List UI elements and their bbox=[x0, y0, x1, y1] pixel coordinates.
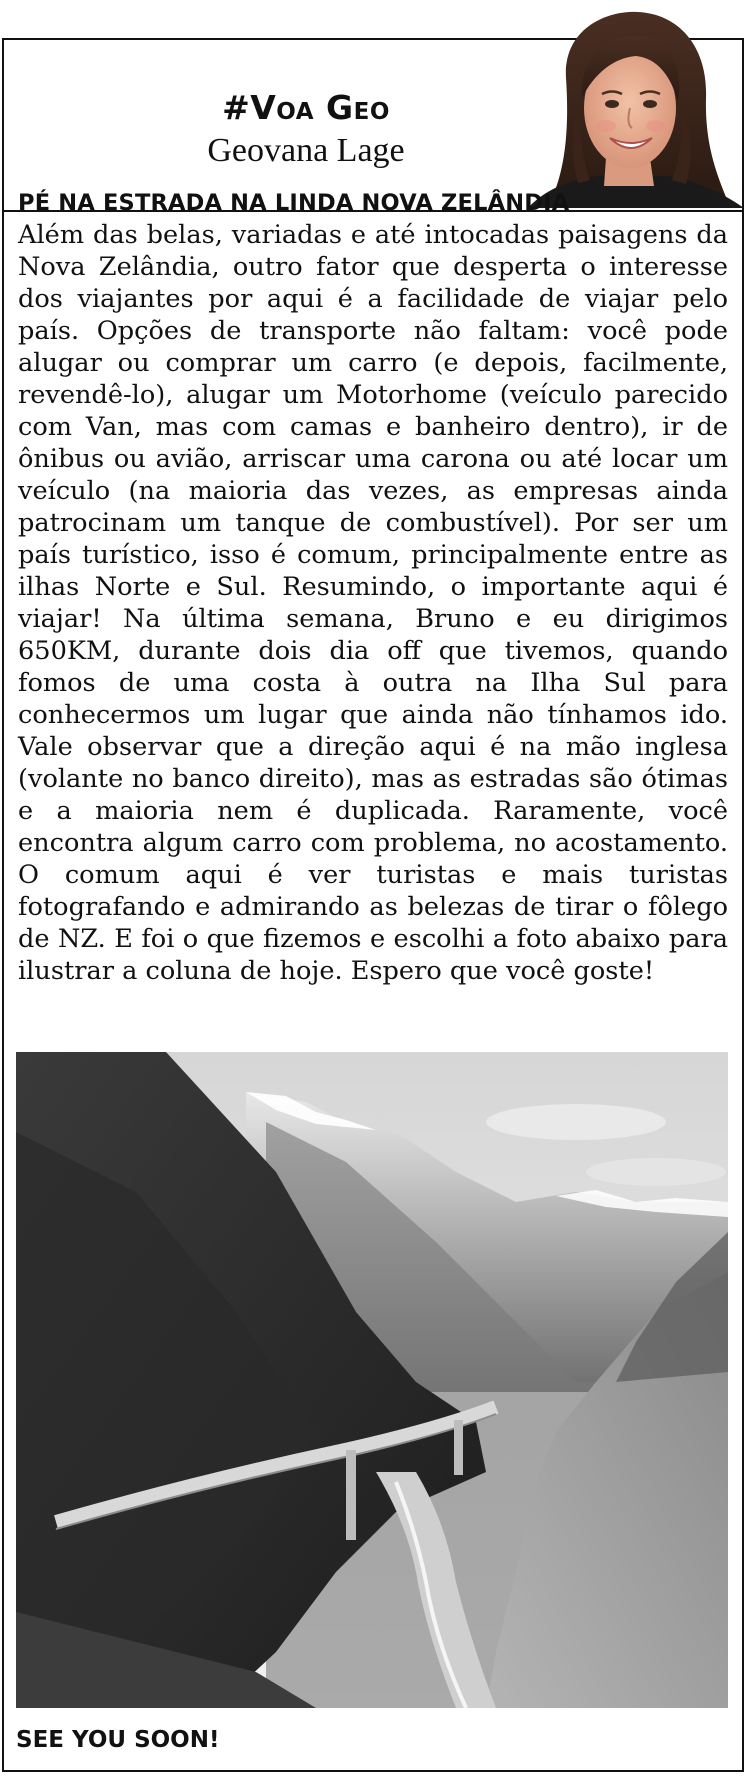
author-portrait-photo bbox=[508, 8, 744, 208]
article-body: Além das belas, variadas e até intocadas paisagens da Nova Zelândia, outro fator que desperta o interesse dos viajantes por aqui é a facilidade de viajar pelo país. Opções de transporte não faltam: você pode alugar ou comprar um carro (e depois, facilmente, revendê-lo), alugar um Motorhome (veículo parecido com Van, mas com camas e banheiro dentro), ir de ônibus ou avião, arriscar uma carona ou até locar um veículo (na maioria das vezes, as empresas ainda patrocinam um tanque de combustível). Por ser um país turístico, isso é comum, principalmente entre as ilhas Norte e Sul. Resumindo, o importante aqui é viajar! Na última semana, Bruno e eu dirigimos 650KM, durante dois dia off que tivemos, quando fomos de uma costa à outra na Ilha Sul para conhecermos um lugar que ainda não tínhamos ido. Vale observar que a direção aqui é na mão inglesa (volante no banco direito), mas as estradas são ótimas e a maioria nem é duplicada. Raramente, você encontra algum carro com problema, no acostamento. O comum aqui é ver turistas e mais turistas fotografando e admirando as belezas de tirar o fôlego de NZ. E foi o que fizemos e escolhi a foto abaixo para ilustrar a coluna de hoje. Espero que você goste! bbox=[18, 220, 728, 986]
mountain-bridge-photo bbox=[16, 1052, 728, 1708]
column-tag: #Voa Geo bbox=[222, 88, 390, 127]
author-name: Geovana Lage bbox=[207, 132, 405, 169]
article-headline: PÉ NA ESTRADA NA LINDA NOVA ZELÂNDIA bbox=[18, 190, 570, 216]
signoff-text: SEE YOU SOON! bbox=[16, 1727, 220, 1753]
